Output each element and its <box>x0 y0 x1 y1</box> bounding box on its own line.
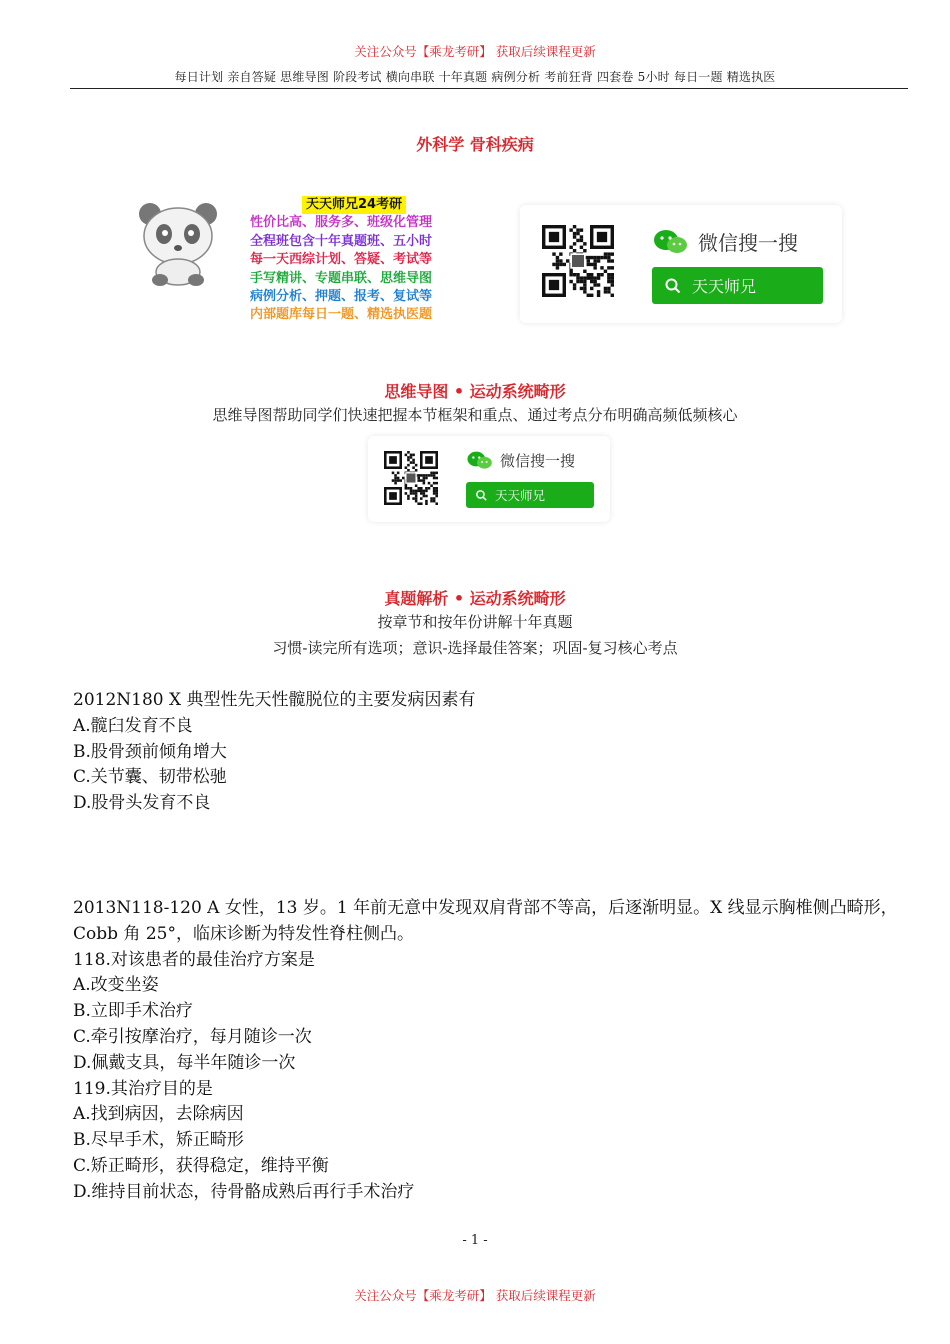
promo-line: 性价比高、服务多、班级化管理 <box>250 215 433 231</box>
option-b: B.尽早手术，矫正畸形 <box>73 1130 244 1151</box>
sub-question-118: 118.对该患者的最佳治疗方案是 <box>73 949 315 970</box>
option-a: A.改变坐姿 <box>73 975 159 996</box>
option-b: B.股骨颈前倾角增大 <box>73 741 227 762</box>
promo-text-block <box>250 196 470 325</box>
wechat-search-label: 微信搜一搜 <box>500 452 576 470</box>
header-divider <box>70 88 908 89</box>
mindmap-title: 思维导图 • 运动系统畸形 <box>384 382 566 401</box>
mindmap-subtitle: 思维导图帮助同学们快速把握本节框架和重点、通过考点分布明确高频低频核心 <box>212 406 738 424</box>
promo-headline: 天天师兄24考研 <box>302 196 406 214</box>
option-a: A.找到病因，去除病因 <box>73 1104 244 1125</box>
page-number: - 1 - <box>462 1233 488 1248</box>
panda-mascot-icon <box>136 200 220 286</box>
promo-line: 手写精讲、专题串联、思维导图 <box>250 270 433 286</box>
search-icon <box>664 277 682 295</box>
wechat-logo-icon <box>652 228 690 256</box>
question-2012N180 <box>73 688 903 817</box>
search-icon <box>475 489 488 502</box>
option-c: C.矫正畸形，获得稳定，维持平衡 <box>73 1155 329 1176</box>
question-2013N118-120 <box>73 896 903 1206</box>
wechat-search-card-small[interactable] <box>368 436 610 522</box>
option-d: D.股骨头发育不良 <box>73 793 211 814</box>
wechat-account-search-button[interactable] <box>652 267 823 304</box>
promo-line: 每一天西综计划、答疑、考试等 <box>250 252 433 268</box>
sub-question-119: 119.其治疗目的是 <box>73 1078 213 1099</box>
question-stem: 2012N180 X 典型性先天性髋脱位的主要发病因素有 <box>73 690 476 710</box>
footer-notice: 关注公众号【乘龙考研】 获取后续课程更新 <box>354 1288 596 1303</box>
option-d: D.维持目前状态，待骨骼成熟后再行手术治疗 <box>73 1181 415 1202</box>
qr-code-icon <box>542 225 614 297</box>
document-title: 外科学 骨科疾病 <box>416 135 534 154</box>
exam-analysis-line2: 习惯-读完所有选项；意识-选择最佳答案；巩固-复习核心考点 <box>272 639 678 657</box>
wechat-account-name: 天天师兄 <box>495 488 546 503</box>
promo-line: 全程班包含十年真题班、五小时 <box>250 233 433 249</box>
wechat-search-label: 微信搜一搜 <box>698 231 798 255</box>
wechat-account-search-button[interactable] <box>466 482 594 508</box>
question-stem: 2013N118-120 A 女性，13 岁。1 年前无意中发现双肩背部不等高，后逐渐明显。X 线显示胸椎侧凸畸形，Cobb 角 25°，临床诊断为特发性脊柱侧凸。 <box>73 898 898 944</box>
option-c: C.关节囊、韧带松驰 <box>73 767 227 788</box>
promo-line: 病例分析、押题、报考、复试等 <box>250 289 433 305</box>
exam-analysis-title: 真题解析 • 运动系统畸形 <box>384 589 566 608</box>
promo-line: 内部题库每日一题、精选执医题 <box>250 307 433 323</box>
option-a: A.髋臼发育不良 <box>73 715 193 736</box>
option-c: C.牵引按摩治疗，每月随诊一次 <box>73 1026 312 1047</box>
wechat-logo-icon <box>466 450 494 471</box>
wechat-search-card-large[interactable] <box>520 205 842 323</box>
option-d: D.佩戴支具，每半年随诊一次 <box>73 1052 296 1073</box>
header-notice: 关注公众号【乘龙考研】 获取后续课程更新 <box>354 44 596 59</box>
qr-code-icon <box>384 451 438 505</box>
wechat-account-name: 天天师兄 <box>692 277 757 296</box>
exam-analysis-line1: 按章节和按年份讲解十年真题 <box>377 613 573 631</box>
header-features: 每日计划 亲自答疑 思维导图 阶段考试 横向串联 十年真题 病例分析 考前狂背 四套卷 5小时 每日一题 精选执医 <box>174 70 776 84</box>
option-b: B.立即手术治疗 <box>73 1001 193 1022</box>
